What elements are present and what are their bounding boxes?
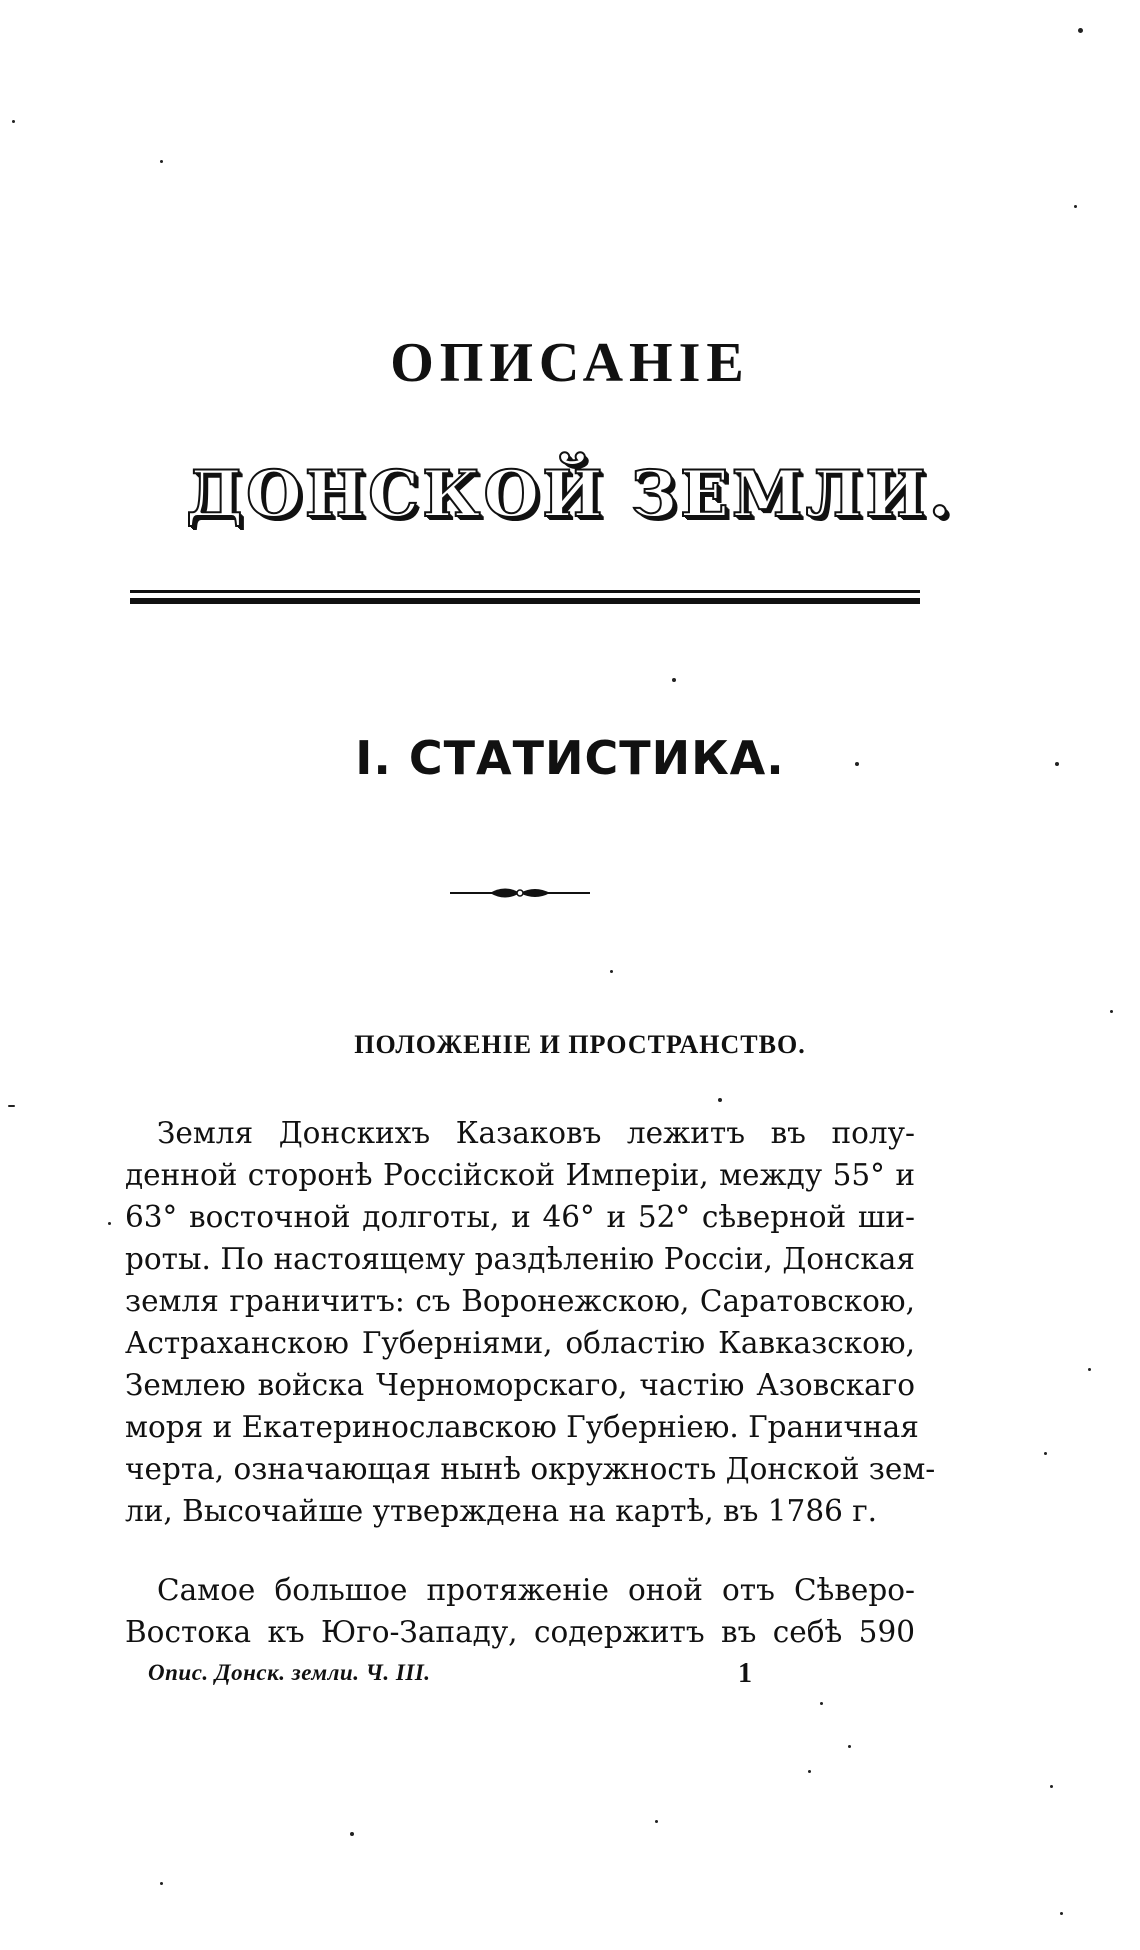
scan-speck [672, 678, 676, 682]
text-line: 63° восточной долготы, и 46° и 52° сѣверной ши- [125, 1200, 915, 1234]
scan-speck [1044, 1452, 1047, 1455]
text-line: ли, Высочайше утверждена на картѣ, въ 1786 г. [125, 1494, 878, 1528]
paragraph-1 [125, 1112, 936, 1532]
text-line: Самое большое протяженіе оной отъ Сѣверо- [157, 1573, 915, 1607]
title-line-2: ДОНСКОЙ ЗЕМЛИ. [186, 457, 954, 532]
scan-speck [1060, 1912, 1063, 1915]
scan-speck [350, 1832, 354, 1836]
scan-speck [820, 1702, 823, 1705]
text-line: Востока къ Юго-Западу, содержитъ въ себѣ 590 [125, 1615, 915, 1649]
scan-speck [1055, 762, 1059, 766]
double-rule-divider [130, 590, 920, 604]
text-line: Землею войска Черноморскаго, частію Азовскаго [125, 1368, 915, 1402]
scan-speck [8, 1105, 15, 1107]
scan-speck [1074, 205, 1077, 208]
page-number: 1 [738, 1658, 752, 1689]
scan-speck [108, 1222, 111, 1225]
scan-speck [610, 970, 613, 973]
scan-speck [160, 1882, 163, 1885]
scan-speck [12, 120, 15, 123]
text-line: денной сторонѣ Россійской Имперіи, между 55° и [125, 1158, 915, 1192]
text-line: Астраханскою Губерніями, областію Кавказскою, [125, 1326, 915, 1360]
text-line: черта, означающая нынѣ окружность Донской зем- [125, 1452, 936, 1486]
text-line: земля граничитъ: съ Воронежскою, Саратовскою, [125, 1284, 915, 1318]
section-heading: I. СТАТИСТИКА. [355, 731, 785, 785]
paragraph-2 [125, 1569, 915, 1653]
scan-speck [1050, 1785, 1053, 1788]
scan-speck [1088, 1368, 1091, 1371]
scan-speck [848, 1745, 851, 1748]
scan-speck [160, 160, 163, 163]
ornament-divider-icon [450, 880, 590, 906]
subsection-heading: ПОЛОЖЕНІЕ И ПРОСТРАНСТВО. [354, 1030, 806, 1059]
text-line: Земля Донскихъ Казаковъ лежитъ въ полу- [157, 1116, 915, 1150]
scan-speck [855, 762, 859, 766]
scan-speck [1110, 1010, 1113, 1013]
scan-speck [1078, 28, 1083, 33]
page-footer [148, 1660, 768, 1700]
text-line: роты. По настоящему раздѣленію Россіи, Донская [125, 1242, 915, 1276]
title-line-1: ОПИСАНІЕ [390, 332, 750, 394]
scan-speck [808, 1770, 811, 1773]
signature-mark: Опис. Донск. земли. Ч. III. [148, 1660, 431, 1685]
scan-speck [655, 1820, 658, 1823]
scan-speck [718, 1098, 722, 1102]
text-line: моря и Екатеринославскою Губерніею. Граничная [125, 1410, 919, 1444]
